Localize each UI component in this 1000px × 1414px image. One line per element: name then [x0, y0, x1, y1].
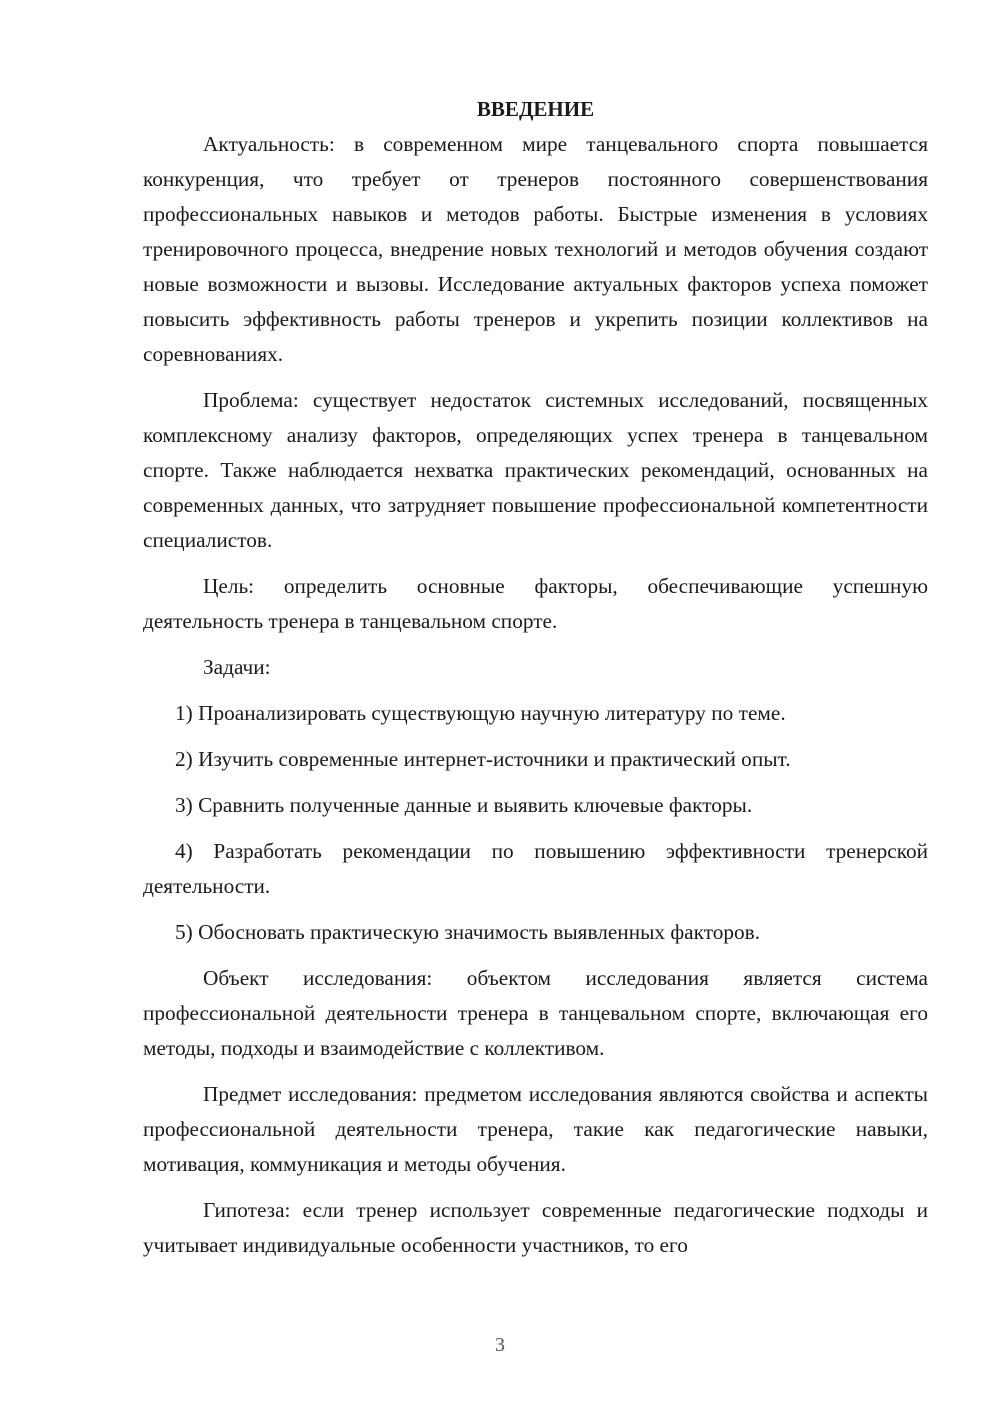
paragraph-goal: Цель: определить основные факторы, обеспечивающие успешную деятельность тренера в танцевальном спорте.	[143, 574, 928, 633]
task-item-1: 1) Проанализировать существующую научную литературу по теме.	[175, 701, 786, 725]
page-title: ВВЕДЕНИЕ	[476, 97, 595, 121]
task-item-5: 5) Обосновать практическую значимость выявленных факторов.	[175, 920, 761, 944]
paragraph-relevance: Актуальность: в современном мире танцевального спорта повышается конкуренция, что требует от тренеров постоянного совершенствования профессиональных навыков и методов работы. Быстрые изменения в условиях тренировочного процесса, внедрение новых технологий и методов обучения создают новые возможности и вызовы. Исследование актуальных факторов успеха поможет повысить эффективность работы тренеров и укрепить позиции коллективов на соревнованиях.	[143, 132, 928, 366]
paragraph-object: Объект исследования: объектом исследования является система профессиональной деятельности тренера в танцевальном спорте, включающая его методы, подходы и взаимодействие с коллективом.	[143, 966, 928, 1060]
task-item-2: 2) Изучить современные интернет-источники и практический опыт.	[175, 747, 791, 771]
paragraph-problem: Проблема: существует недостаток системных исследований, посвященных комплексному анализу факторов, определяющих успех тренера в танцевальном спорте. Также наблюдается нехватка практических рекомендаций, основанных на современных данных, что затрудняет повышение профессиональной компетентности специалистов.	[143, 388, 928, 552]
paragraph-hypothesis: Гипотеза: если тренер использует современные педагогические подходы и учитывает индивидуальные особенности участников, то его	[143, 1198, 928, 1257]
paragraph-subject: Предмет исследования: предметом исследования являются свойства и аспекты профессиональной деятельности тренера, такие как педагогические навыки, мотивация, коммуникация и методы обучения.	[143, 1082, 928, 1176]
document-page	[143, 92, 928, 1274]
tasks-label: Задачи:	[203, 655, 271, 679]
task-item-3: 3) Сравнить полученные данные и выявить ключевые факторы.	[175, 793, 753, 817]
task-item-4: 4) Разработать рекомендации по повышению эффективности тренерской деятельности.	[143, 839, 928, 898]
page-number: 3	[495, 1334, 505, 1356]
